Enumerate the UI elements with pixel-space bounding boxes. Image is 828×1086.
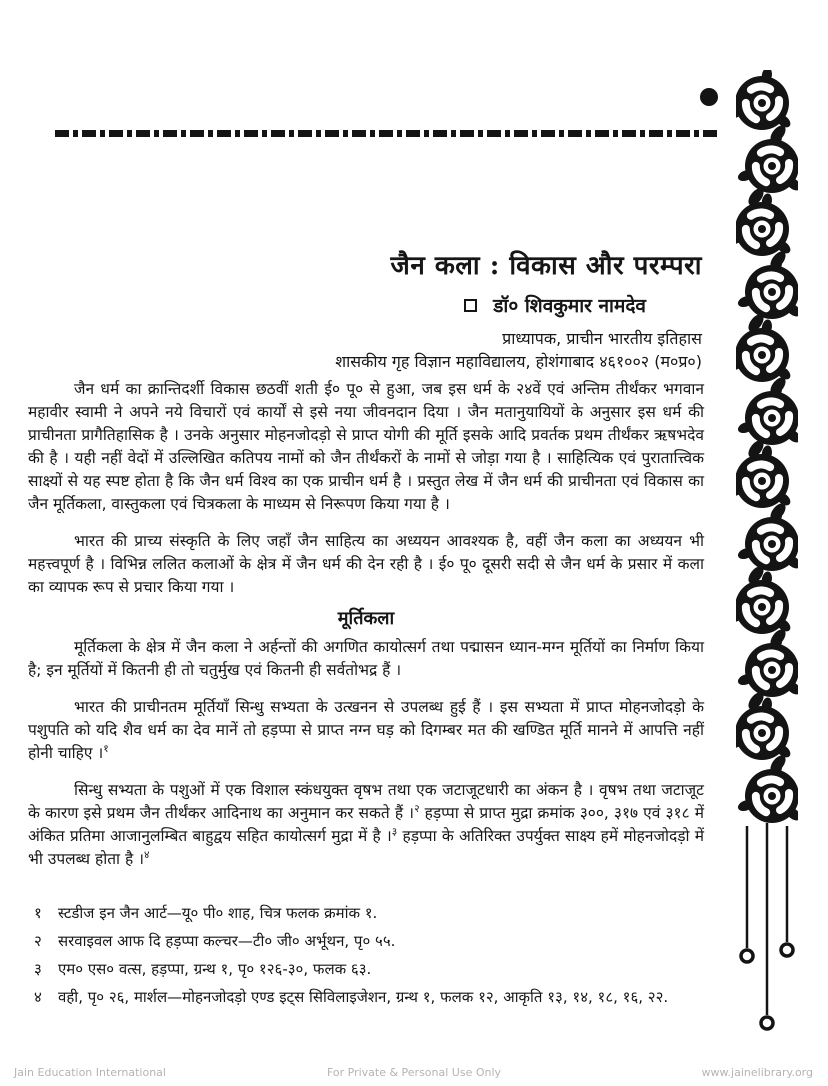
footnote-text: सरवाइवल आफ दि हड़प्पा कल्चर—टी० जी० अर्भूथन, पृ० ५५. (58, 932, 396, 950)
paragraph-text: जैन धर्म का क्रान्तिदर्शी विकास छठवीं शती ई० पू० से हुआ, जब इस धर्म के २४वें एवं अन्तिम तीर्थंकर भगवान महावीर स्वामी ने अपने नये विचारों एवं कार्यों से इसे नया जीवनदान दिया । जैन मतानुयायियों के अनुसार इस धर्म की प्राचीनता प्रागैतिहासिक है । उनके अनुसार मोहनजोदड़ो से प्राप्त योगी की मूर्ति इसके आदि प्रवर्तक प्रथम तीर्थंकर ऋषभदेव की है । यही नहीं वेदों में उल्लिखित कतिपय नामों को जैन तीर्थंकरों के नामों से जोड़ा गया है । साहित्यिक एवं पुरातात्त्विक साक्ष्यों से यह स्पष्ट होता है कि जैन धर्म विश्व का एक प्राचीन धर्म है । प्रस्तुत लेख में जैन धर्म की प्राचीनता एवं विकास का जैन मूर्तिकला, वास्तुकला एवं चित्रकला के माध्यम से निरूपण किया गया है । (28, 380, 704, 513)
paragraph-text: हड़प्पा के अतिरिक्त उपर्युक्त साक्ष्य हमें मोहनजोदड़ो में भी उपलब्ध होता है । (28, 827, 704, 868)
paragraph (28, 779, 704, 871)
square-box-icon (464, 299, 477, 312)
footnote-number: १ (34, 904, 42, 922)
paragraph (28, 378, 704, 516)
footnote-row (28, 902, 704, 925)
paragraph-text: भारत की प्राचीनतम मूर्तियाँ सिन्धु सभ्यता के उत्खनन से उपलब्ध हुई हैं । इस सभ्यता में प्राप्त मोहनजोदड़ो के पशुपति को यदि शैव धर्म का देव मानें तो हड़प्पा से प्राप्त नग्न घड़ को दिगम्बर मत की खण्डित मूर्ति मानने में आपत्ति नहीं होनी चाहिए । (28, 698, 704, 762)
footnote-row (28, 958, 704, 981)
paragraph-text: मूर्तिकला के क्षेत्र में जैन कला ने अर्हन्तों की अगणित कायोत्सर्ग तथा पद्मासन ध्यान-मग्न मूर्तियों का निर्माण किया है; इन मूर्तियों में कितनी ही तो चतुर्मुख एवं कितनी ही सर्वतोभद्र हैं । (28, 638, 704, 679)
article-title: जैन कला : विकास और परम्परा (390, 251, 702, 281)
footer-left: Jain Education International (14, 1066, 166, 1079)
intro-paragraphs (28, 378, 704, 599)
bullet-dot (700, 88, 718, 106)
paragraph (28, 636, 704, 682)
footnote-number: २ (34, 932, 42, 950)
paragraph (28, 530, 704, 599)
affiliation-line-2: शासकीय गृह विज्ञान महाविद्यालय, होशंगाबाद ४६१००२ (म०प्र०) (335, 352, 702, 371)
footnote-ref: २ (414, 802, 420, 815)
footer (0, 1066, 828, 1082)
paragraph-text: सिन्धु सभ्यता के पशुओं में एक विशाल स्कंधयुक्त वृषभ तथा एक जटाजूटधारी का अंकन है । वृषभ तथा जटाजूट के कारण इसे प्रथम जैन तीर्थंकर आदिनाथ का अनुमान कर सकते हैं । (28, 781, 704, 822)
paragraph (28, 696, 704, 765)
article-header (142, 246, 702, 373)
affiliation-line-1: प्राध्यापक, प्राचीन भारतीय इतिहास (502, 329, 702, 348)
footnotes (28, 902, 704, 1014)
author-name: डॉ० शिवकुमार नामदेव (493, 295, 646, 317)
footnote-text: स्टडीज इन जैन आर्ट—यू० पी० शाह, चित्र फलक क्रमांक १. (58, 904, 378, 922)
section-paragraphs (28, 636, 704, 871)
footnote-number: ४ (34, 988, 42, 1006)
rosette-chain-border-icon (736, 70, 798, 1070)
footnote-row (28, 986, 704, 1009)
footnote-number: ३ (34, 960, 42, 978)
footnote-ref: १ (103, 742, 109, 755)
footer-center: For Private & Personal Use Only (326, 1066, 502, 1079)
footnote-ref: ४ (144, 848, 150, 861)
paragraph-text: हड़प्पा से प्राप्त मुद्रा क्रमांक ३००, ३१७ एवं ३१८ में अंकित प्रतिमा आजानुलम्बित बाहुद्वय सहित कायोत्सर्ग मुद्रा में है । (28, 804, 704, 845)
footnote-text: वही, पृ० २६, मार्शल—मोहनजोदड़ो एण्ड इट्स सिविलाइजेशन, ग्रन्थ १, फलक १२, आकृति १३, १४, १८, १६, २२. (58, 988, 669, 1006)
section-heading: मूर्तिकला (337, 608, 395, 629)
article-body (28, 378, 704, 871)
footer-right: www.jainelibrary.org (701, 1066, 813, 1079)
paragraph-text: भारत की प्राच्य संस्कृति के लिए जहाँ जैन साहित्य का अध्ययन आवश्यक है, वहीं जैन कला का अध्ययन भी महत्त्वपूर्ण है । विभिन्न ललित कलाओं के क्षेत्र में जैन धर्म की देन रही है । ई० पू० दूसरी सदी से जैन धर्म के प्रसार में कला का व्यापक रूप से प्रचार किया गया । (28, 532, 704, 596)
author-row (142, 292, 702, 318)
footnote-ref: ३ (391, 825, 398, 838)
footnote-row (28, 930, 704, 953)
footnote-text: एम० एस० वत्स, हड़प्पा, ग्रन्थ १, पृ० १२६-३०, फलक ६३. (58, 960, 372, 978)
dash-dot-rule (55, 130, 717, 137)
